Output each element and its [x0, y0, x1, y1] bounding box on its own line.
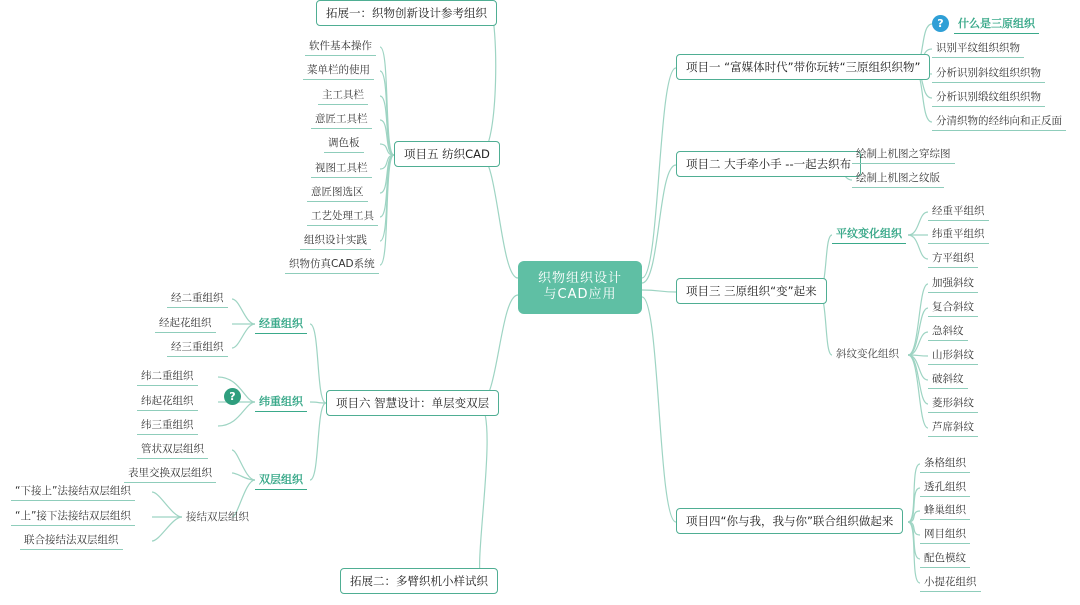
- question-icon-green: ?: [224, 388, 241, 405]
- node-color-palette[interactable]: 调色板: [324, 135, 364, 153]
- node-warp-triple-weave[interactable]: 经三重组织: [167, 339, 228, 357]
- node-basic-software-operation[interactable]: 软件基本操作: [305, 38, 376, 56]
- node-weft-backed-group[interactable]: 纬重组织: [255, 393, 307, 412]
- node-main-toolbar[interactable]: 主工具栏: [318, 87, 368, 105]
- node-project-two[interactable]: 项目二 大手牵小手 --一起去织布: [676, 151, 861, 177]
- node-analyze-satin-weave[interactable]: 分析识别缎纹组织织物: [932, 89, 1045, 107]
- node-warp-double-weave[interactable]: 经二重组织: [167, 290, 228, 308]
- node-herringbone-twill[interactable]: 山形斜纹: [928, 347, 978, 365]
- node-project-six[interactable]: 项目六 智慧设计：单层变双层: [326, 390, 499, 416]
- node-weft-double-weave[interactable]: 纬二重组织: [137, 368, 198, 386]
- root-node[interactable]: [518, 261, 642, 314]
- node-weft-triple-weave[interactable]: 纬三重组织: [137, 417, 198, 435]
- node-huckaback-weave[interactable]: 网目组织: [920, 526, 970, 544]
- node-what-is-three-original-weave[interactable]: 什么是三原组织: [954, 15, 1039, 34]
- node-plain-derivative-group[interactable]: 平纹变化组织: [832, 225, 906, 244]
- node-combined-stitching[interactable]: 联合接结法双层组织: [20, 532, 123, 550]
- node-warp-backed-group[interactable]: 经重组织: [255, 315, 307, 334]
- node-extension-two[interactable]: 拓展二：多臂织机小样试织: [340, 568, 498, 594]
- node-project-five[interactable]: 项目五 纺织CAD: [394, 141, 500, 167]
- node-mock-leno-weave[interactable]: 透孔组织: [920, 479, 970, 497]
- node-stitched-double-weave[interactable]: 接结双层组织: [186, 511, 249, 523]
- node-hopsack-weave[interactable]: 方平组织: [928, 250, 978, 268]
- node-weave-design-practice[interactable]: 组织设计实践: [300, 232, 371, 250]
- node-diamond-twill[interactable]: 菱形斜纹: [928, 395, 978, 413]
- node-menu-bar-usage[interactable]: 菜单栏的使用: [303, 62, 374, 80]
- node-draw-lifting-plan[interactable]: 绘制上机图之纹版: [852, 170, 944, 188]
- node-weft-figured-weave[interactable]: 纬起花组织: [137, 393, 198, 411]
- root-line-1: 织物组织设计: [537, 271, 622, 286]
- node-face-back-exchange-weave[interactable]: 表里交换双层组织: [124, 465, 216, 483]
- node-design-selection-area[interactable]: 意匠图选区: [307, 184, 368, 202]
- node-double-layer-group[interactable]: 双层组织: [255, 471, 307, 490]
- root-line-2: 与CAD应用: [543, 287, 617, 303]
- node-twill-derivative-group[interactable]: 斜纹变化组织: [836, 348, 899, 360]
- node-steep-twill[interactable]: 急斜纹: [928, 323, 968, 341]
- node-mat-twill[interactable]: 芦席斜纹: [928, 419, 978, 437]
- node-project-one[interactable]: 项目一 “富媒体时代”带你玩转“三原组织织物”: [676, 54, 930, 80]
- node-small-jacquard-weave[interactable]: 小提花组织: [920, 574, 981, 592]
- node-warp-figured-weave[interactable]: 经起花组织: [155, 315, 216, 333]
- node-color-pattern[interactable]: 配色模纹: [920, 550, 970, 568]
- node-analyze-twill-weave[interactable]: 分析识别斜纹组织织物: [932, 65, 1045, 83]
- node-reinforced-twill[interactable]: 加强斜纹: [928, 275, 978, 293]
- node-honeycomb-weave[interactable]: 蜂巢组织: [920, 502, 970, 520]
- node-down-to-up-stitching[interactable]: “下接上”法接结双层组织: [11, 483, 135, 501]
- node-draw-drafting-plan[interactable]: 绘制上机图之穿综图: [852, 146, 955, 164]
- node-fabric-simulation-cad[interactable]: 织物仿真CAD系统: [285, 256, 379, 274]
- node-tubular-double-weave[interactable]: 管状双层组织: [137, 441, 208, 459]
- node-stripe-check-weave[interactable]: 条格组织: [920, 455, 970, 473]
- node-process-tools[interactable]: 工艺处理工具: [307, 208, 378, 226]
- node-design-toolbar[interactable]: 意匠工具栏: [311, 111, 372, 129]
- node-identify-warp-weft-face[interactable]: 分清织物的经纬向和正反面: [932, 113, 1066, 131]
- node-project-four[interactable]: 项目四“你与我，我与你”联合组织做起来: [676, 508, 903, 534]
- node-weft-rib-weave[interactable]: 纬重平组织: [928, 226, 989, 244]
- question-icon-blue: ?: [932, 15, 949, 32]
- node-view-toolbar[interactable]: 视图工具栏: [311, 160, 372, 178]
- node-up-to-down-stitching[interactable]: “上”接下法接结双层组织: [11, 508, 135, 526]
- node-identify-plain-weave[interactable]: 识别平纹组织织物: [932, 40, 1024, 58]
- node-warp-rib-weave[interactable]: 经重平组织: [928, 203, 989, 221]
- node-broken-twill[interactable]: 破斜纹: [928, 371, 968, 389]
- node-project-three[interactable]: 项目三 三原组织“变”起来: [676, 278, 827, 304]
- node-extension-one[interactable]: 拓展一：织物创新设计参考组织: [316, 0, 497, 26]
- node-compound-twill[interactable]: 复合斜纹: [928, 299, 978, 317]
